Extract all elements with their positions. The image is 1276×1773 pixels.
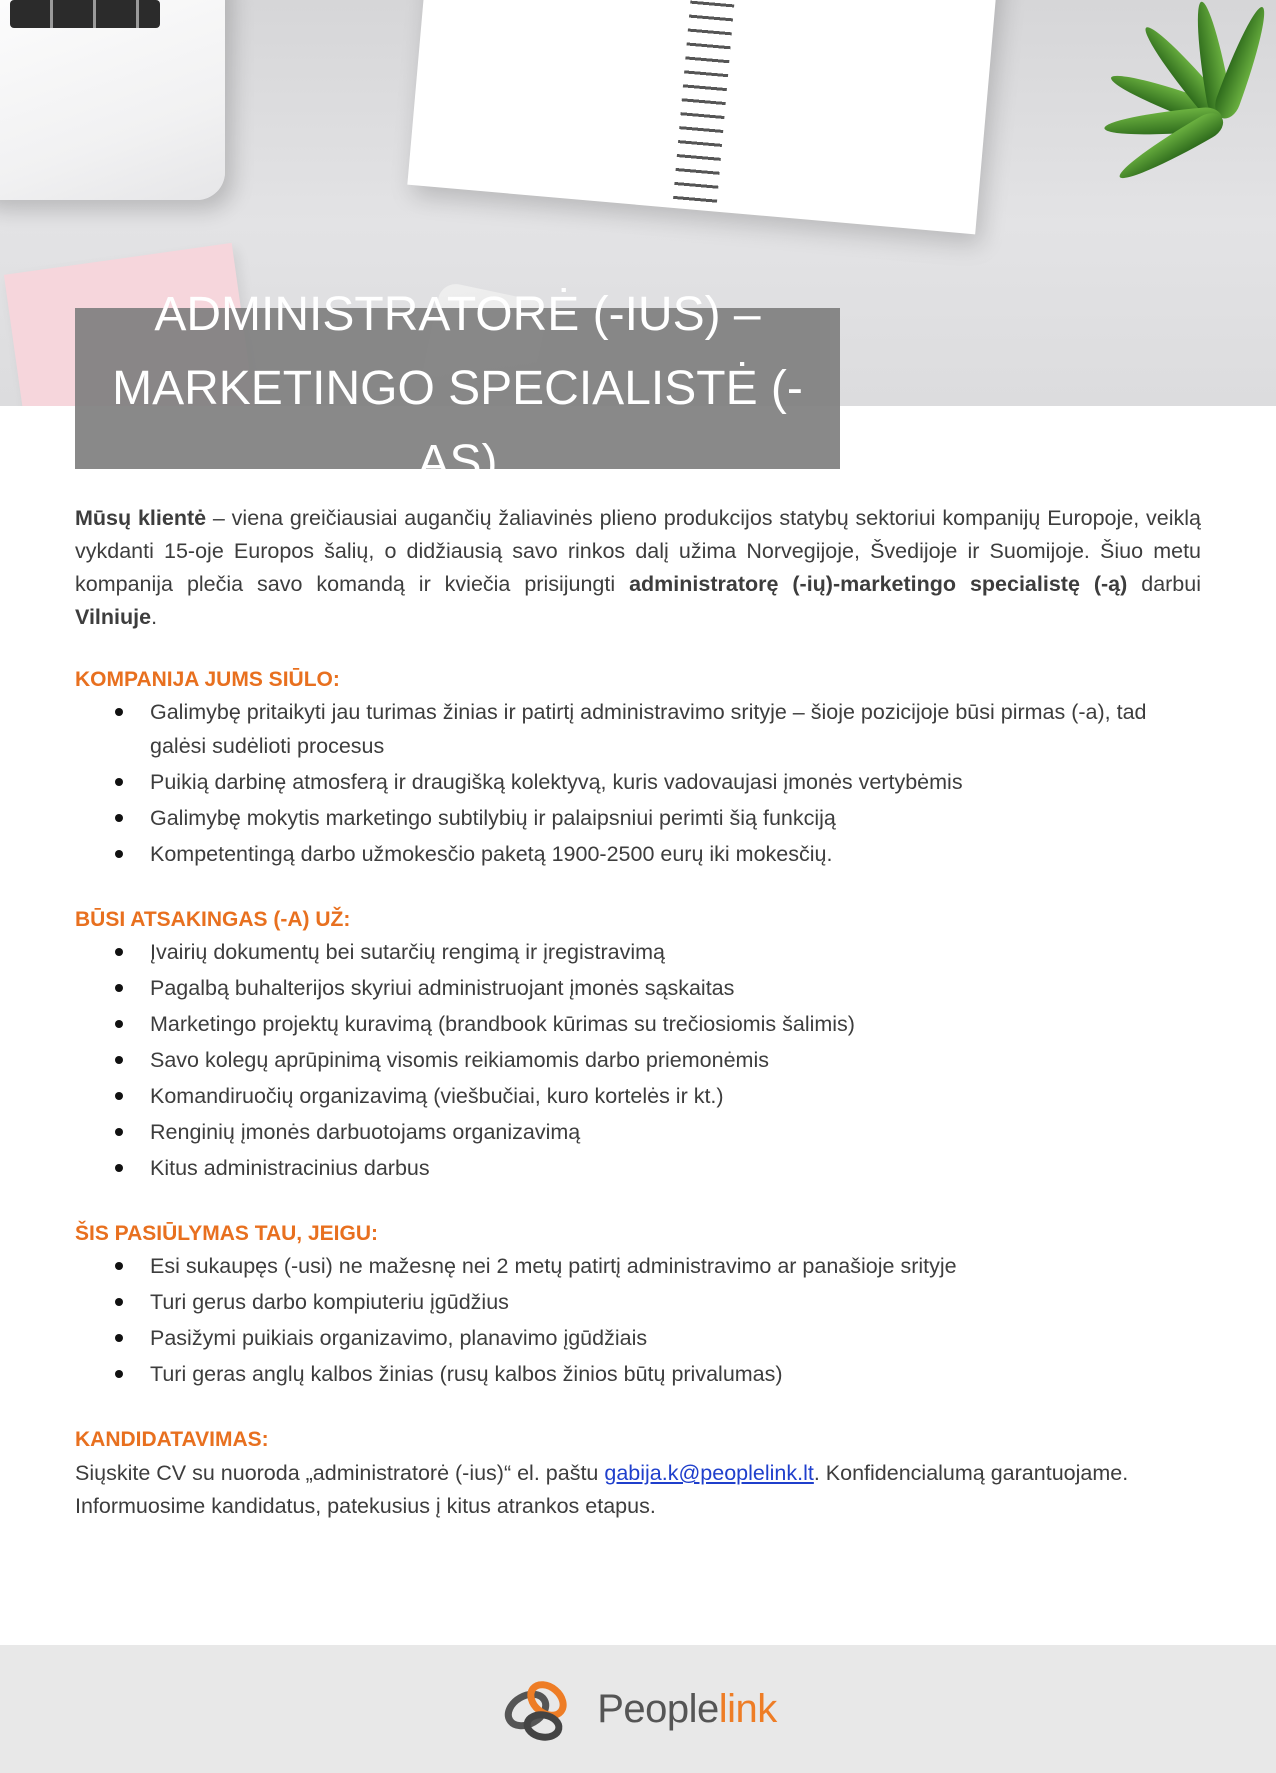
notebook-image (407, 0, 998, 234)
list-item: Esi sukaupęs (-usi) ne mažesnę nei 2 metų patirtį administravimo ar panašioje srityje (75, 1249, 1201, 1283)
offers-section (75, 665, 1201, 871)
duties-list (75, 935, 1201, 1185)
apply-paragraph (75, 1457, 1201, 1523)
apply-text-before: Siųskite CV su nuoroda „administratorė (-ius)“ el. paštu (75, 1461, 605, 1485)
duties-heading: BŪSI ATSAKINGAS (-A) UŽ: (75, 908, 351, 931)
apply-heading: KANDIDATAVIMAS: (75, 1428, 269, 1451)
job-description (75, 502, 1201, 1523)
intro-bold-city: Vilniuje (75, 605, 152, 629)
logo-text-link: link (718, 1686, 777, 1731)
list-item: Turi geras anglų kalbos žinias (rusų kalbos žinios būtų privalumas) (75, 1357, 1201, 1391)
list-item: Savo kolegų aprūpinimą visomis reikiamomis darbo priemonėmis (75, 1043, 1201, 1077)
peoplelink-logo-text (597, 1687, 777, 1732)
intro-paragraph (75, 502, 1201, 634)
laptop-image (0, 0, 225, 200)
intro-bold-client: Mūsų klientė (75, 506, 207, 530)
apply-section (75, 1425, 1201, 1523)
requirements-heading: ŠIS PASIŪLYMAS TAU, JEIGU: (75, 1222, 378, 1245)
apply-text-after: . Konfidencialumą garantuojame. Informuosime kandidatus, patekusius į kitus atrankos etapus. (75, 1461, 1129, 1518)
list-item: Įvairių dokumentų bei sutarčių rengimą ir įregistravimą (75, 935, 1201, 969)
list-item: Pasižymi puikiais organizavimo, planavimo įgūdžiais (75, 1321, 1201, 1355)
intro-text-3: . (151, 605, 158, 629)
job-title-box (75, 287, 840, 489)
job-title-line-2: MARKETINGO SPECIALISTĖ (-AS) (112, 361, 803, 489)
list-item: Galimybę pritaikyti jau turimas žinias ir patirtį administravimo srityje – šioje pozicijoje būsi pirmas (-a), tad galėsi sudėlioti procesus (75, 695, 1201, 763)
offers-list (75, 695, 1201, 871)
requirements-list (75, 1249, 1201, 1391)
list-item: Kompetentingą darbo užmokesčio paketą 1900-2500 eurų iki mokesčių. (75, 837, 1201, 871)
intro-text-1: – viena greičiausiai augančių žaliavinės plieno produkcijos statybų sektoriui kompanijų Europoje, veiklą vykdanti 15-oje Europos šalių, o didžiausią savo rinkos dalį užima Norvegijoje, Švedijoje ir Suomijoje. Šiuo metu kompanija plečia savo komandą ir kviečia prisijungti (75, 506, 1202, 596)
requirements-section (75, 1219, 1201, 1391)
peoplelink-logo-icon (499, 1670, 577, 1748)
intro-bold-position: administratorę (-ių)-marketingo specialistę (-ą) (629, 572, 1128, 596)
list-item: Pagalbą buhalterijos skyriui administruojant įmonės sąskaitas (75, 971, 1201, 1005)
footer (0, 1645, 1276, 1773)
plant-image (1120, 0, 1276, 220)
list-item: Marketingo projektų kuravimą (brandbook kūrimas su trečiosiomis šalimis) (75, 1007, 1201, 1041)
list-item: Renginių įmonės darbuotojams organizavimą (75, 1115, 1201, 1149)
list-item: Turi gerus darbo kompiuteriu įgūdžius (75, 1285, 1201, 1319)
job-title-line-1: ADMINISTRATORĖ (-IUS) – (154, 287, 761, 341)
list-item: Galimybę mokytis marketingo subtilybių ir palaipsniui perimti šią funkciją (75, 801, 1201, 835)
offers-heading: KOMPANIJA JUMS SIŪLO: (75, 668, 340, 691)
email-link[interactable]: gabija.k@peoplelink.lt (604, 1461, 814, 1485)
duties-section (75, 905, 1201, 1185)
list-item: Kitus administracinius darbus (75, 1151, 1201, 1185)
list-item: Puikią darbinę atmosferą ir draugišką kolektyvą, kuris vadovaujasi įmonės vertybėmis (75, 765, 1201, 799)
logo-text-people: People (597, 1686, 719, 1731)
intro-text-2: darbui (1127, 572, 1202, 596)
list-item: Komandiruočių organizavimą (viešbučiai, kuro kortelės ir kt.) (75, 1079, 1201, 1113)
